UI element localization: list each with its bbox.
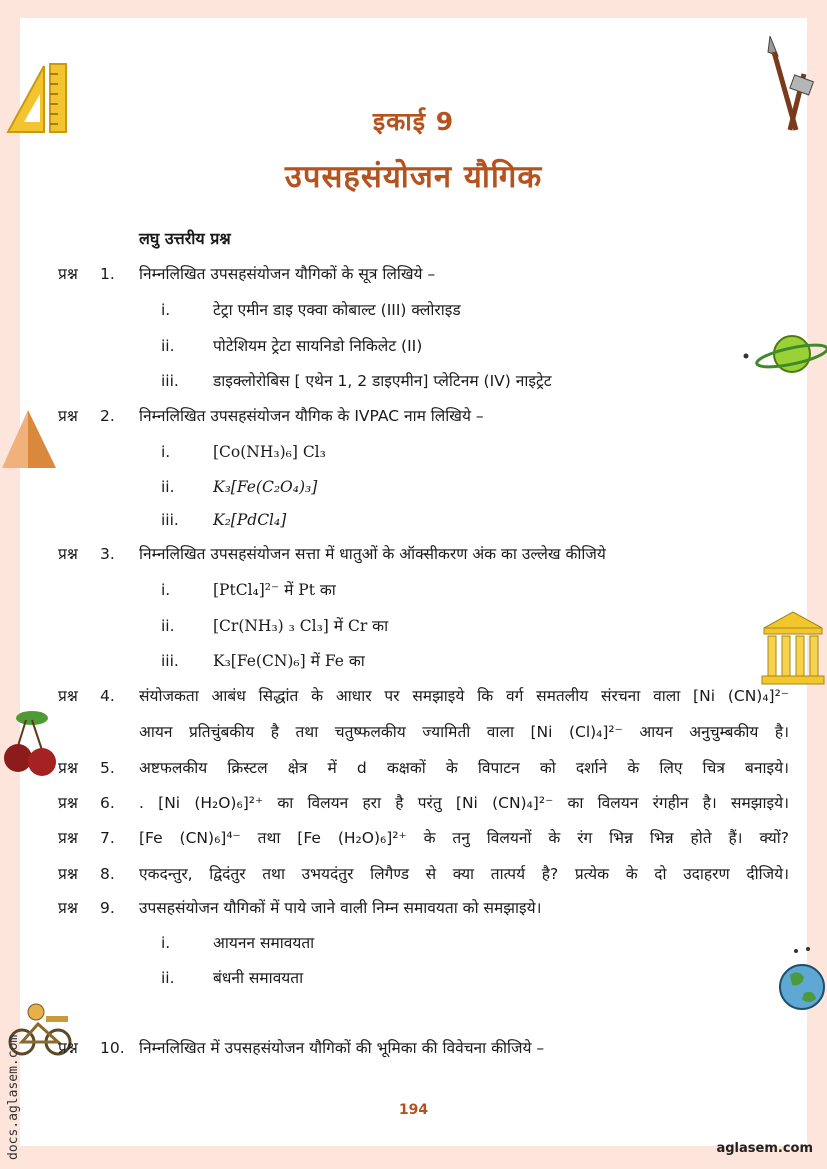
sub-formula: [Cr(NH₃) ₃ Cl₃] में Cr का	[213, 617, 389, 635]
question-text-line-2: आयन प्रतिचुंबकीय है तथा चतुष्फलकीय ज्यामिती वाला [Ni (Cl)₄]²⁻ आयन अनुचुम्बकीय है।	[139, 723, 789, 741]
pyramid-icon	[0, 408, 58, 470]
question-label: प्रश्न	[58, 794, 78, 812]
sub-numeral: i.	[161, 581, 171, 599]
sub-numeral: ii.	[161, 969, 175, 987]
question-number: 7.	[100, 829, 115, 847]
question-label: प्रश्न	[58, 865, 78, 883]
sub-numeral: ii.	[161, 617, 175, 635]
question-label: प्रश्न	[58, 265, 78, 283]
sub-formula: [Co(NH₃)₆] Cl₃	[213, 443, 326, 461]
question-label: प्रश्न	[58, 1039, 78, 1057]
question-number: 6.	[100, 794, 115, 812]
question-text: निम्नलिखित उपसहसंयोजन यौगिक के IVPAC नाम लिखिये –	[139, 407, 484, 425]
question-number: 2.	[100, 407, 115, 425]
sub-text: बंधनी समावयता	[213, 969, 304, 987]
sub-numeral: iii.	[161, 652, 179, 670]
question-label: प्रश्न	[58, 829, 78, 847]
sub-formula: [PtCl₄]²⁻ में Pt का	[213, 581, 336, 599]
sub-text: आयनन समावयता	[213, 934, 315, 952]
sub-formula: K₃[Fe(C₂O₄)₃]	[213, 478, 318, 496]
sub-formula: K₂[PdCl₄]	[213, 511, 287, 529]
question-number: 10.	[100, 1039, 125, 1057]
question-text-line-1: संयोजकता आबंध सिद्धांत के आधार पर समझाइये कि वर्ग समतलीय संरचना वाला [Ni (CN)₄]²⁻	[139, 687, 789, 705]
sub-formula: K₃[Fe(CN)₆] में Fe का	[213, 652, 365, 670]
question-text: [Fe (CN)₆]⁴⁻ तथा [Fe (H₂O)₆]²⁺ के तनु विलयनों के रंग भिन्न भिन्न होते हैं। क्यों?	[139, 829, 789, 847]
question-number: 4.	[100, 687, 115, 705]
sub-text: पोटेशियम ट्रेटा सायनिडो निकिलेट (II)	[213, 337, 423, 355]
question-label: प्रश्न	[58, 407, 78, 425]
question-text: . [Ni (H₂O)₆]²⁺ का विलयन हरा है परंतु [Ni (CN)₄]²⁻ का विलयन रंगहीन है। समझाइये।	[139, 794, 789, 812]
page-number: 194	[398, 1102, 429, 1118]
sub-numeral: ii.	[161, 337, 175, 355]
sub-numeral: iii.	[161, 511, 179, 529]
question-number: 1.	[100, 265, 115, 283]
question-text: एकदन्तुर, द्विदंतुर तथा उभयदंतुर लिगैण्ड से क्या तात्पर्य है? प्रत्येक के दो उदाहरण दीजिये।	[139, 865, 789, 883]
temple-icon	[760, 610, 827, 690]
question-text: निम्नलिखित उपसहसंयोजन सत्ता में धातुओं के ऑक्सीकरण अंक का उल्लेख कीजिये	[139, 545, 606, 563]
sub-numeral: ii.	[161, 478, 175, 496]
section-heading: लघु उत्तरीय प्रश्न	[139, 229, 231, 248]
watermark: docs.aglasem.com	[6, 1034, 21, 1160]
question-text: निम्नलिखित में उपसहसंयोजन यौगिकों की भूमिका की विवेचना कीजिये –	[139, 1039, 545, 1057]
unit-heading: इकाई 9	[372, 107, 455, 136]
planet-icon	[742, 330, 827, 382]
globe-icon	[776, 945, 827, 1011]
question-number: 3.	[100, 545, 115, 563]
sub-numeral: i.	[161, 443, 171, 461]
question-label: प्रश्न	[58, 545, 78, 563]
chapter-title: उपसहसंयोजन यौगिक	[284, 159, 543, 195]
question-text: अष्टफलकीय क्रिस्टल क्षेत्र में d कक्षकों के विपाटन को दर्शाने के लिए चित्र बनाइये।	[139, 759, 789, 777]
sub-text: टेट्रा एमीन डाइ एक्वा कोबाल्ट (III) क्लोराइड	[213, 301, 461, 319]
question-text: उपसहसंयोजन यौगिकों में पाये जाने वाली निम्न समावयता को समझाइये।	[139, 899, 542, 917]
sub-numeral: i.	[161, 301, 171, 319]
question-label: प्रश्न	[58, 759, 78, 777]
question-text: निम्नलिखित उपसहसंयोजन यौगिकों के सूत्र लिखिये –	[139, 265, 436, 283]
sub-numeral: i.	[161, 934, 171, 952]
question-number: 9.	[100, 899, 115, 917]
sub-numeral: iii.	[161, 372, 179, 390]
site-link[interactable]: aglasem.com	[716, 1141, 813, 1156]
sub-text: डाइक्लोरोबिस [ एथेन 1, 2 डाइएमीन] प्लेटिनम (IV) नाइट्रेट	[213, 372, 552, 390]
cherries-icon	[2, 706, 60, 782]
question-number: 5.	[100, 759, 115, 777]
question-label: प्रश्न	[58, 687, 78, 705]
question-label: प्रश्न	[58, 899, 78, 917]
question-number: 8.	[100, 865, 115, 883]
